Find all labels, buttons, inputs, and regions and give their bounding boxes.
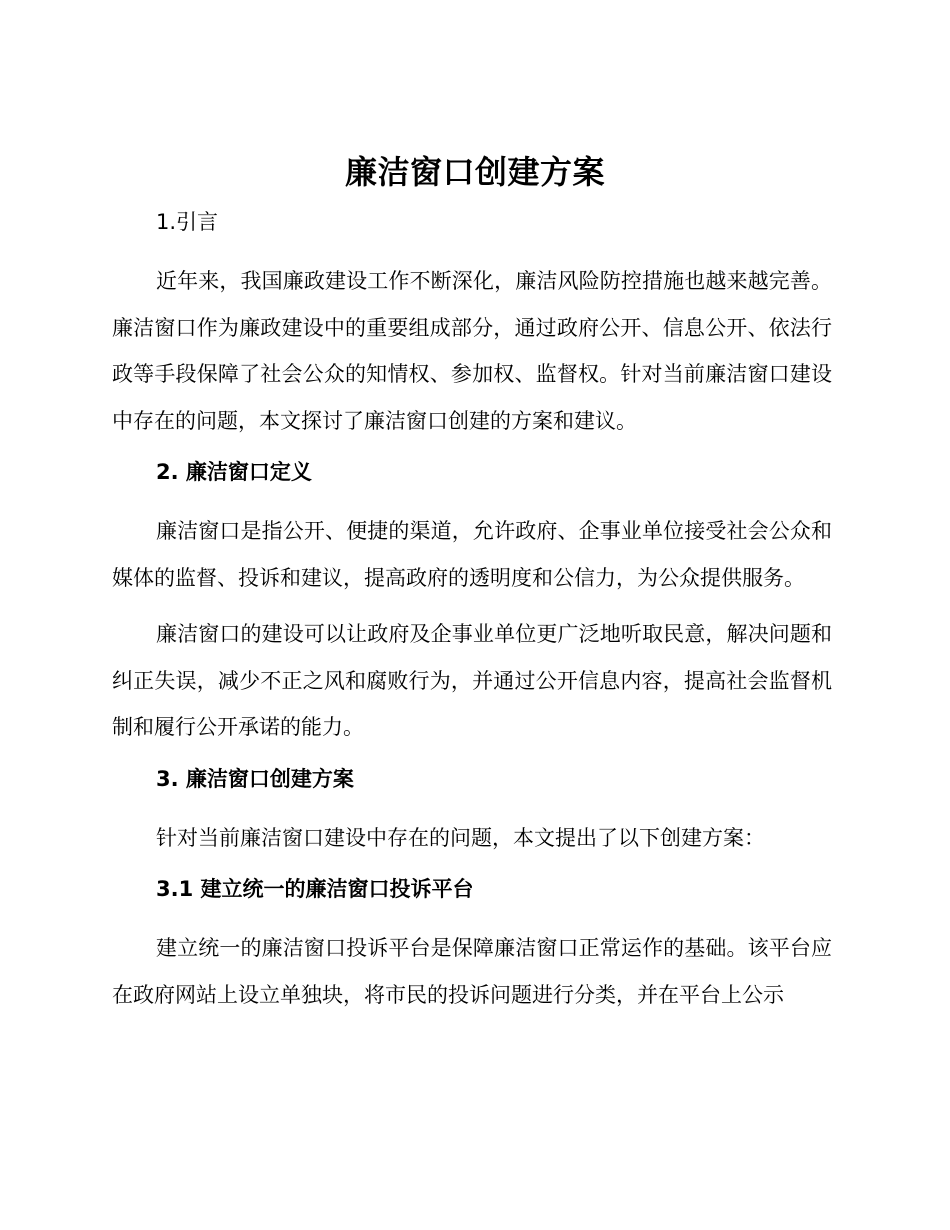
- section-heading-definition: 2. 廉洁窗口定义: [156, 460, 312, 484]
- subsection-heading-complaint-platform: 3.1 建立统一的廉洁窗口投诉平台: [156, 877, 474, 901]
- paragraph: 近年来，我国廉政建设工作不断深化，廉洁风险防控措施也越来越完善。廉洁窗口作为廉政建设中的重要组成部分，通过政府公开、信息公开、依法行政等手段保障了社会公众的知情权、参加权、监督权。针对当前廉洁窗口建设中存在的问题，本文探讨了廉洁窗口创建的方案和建议。: [112, 269, 832, 433]
- paragraph: 建立统一的廉洁窗口投诉平台是保障廉洁窗口正常运作的基础。该平台应在政府网站上设立单独块，将市民的投诉问题进行分类，并在平台上公示: [112, 936, 832, 1007]
- section-heading-plan: 3. 廉洁窗口创建方案: [156, 766, 354, 791]
- paragraph: 针对当前廉洁窗口建设中存在的问题，本文提出了以下创建方案：: [156, 825, 765, 850]
- paragraph: 廉洁窗口是指公开、便捷的渠道，允许政府、企事业单位接受社会公众和媒体的监督、投诉和建议，提高政府的透明度和公信力，为公众提供服务。: [112, 519, 832, 590]
- section-heading-introduction: 1.引言: [156, 210, 219, 234]
- document-title: 廉洁窗口创建方案: [344, 153, 605, 191]
- paragraph: 廉洁窗口的建设可以让政府及企事业单位更广泛地听取民意，解决问题和纠正失误，减少不正之风和腐败行为，并通过公开信息内容，提高社会监督机制和履行公开承诺的能力。: [112, 622, 832, 739]
- document-body: [112, 204, 832, 1018]
